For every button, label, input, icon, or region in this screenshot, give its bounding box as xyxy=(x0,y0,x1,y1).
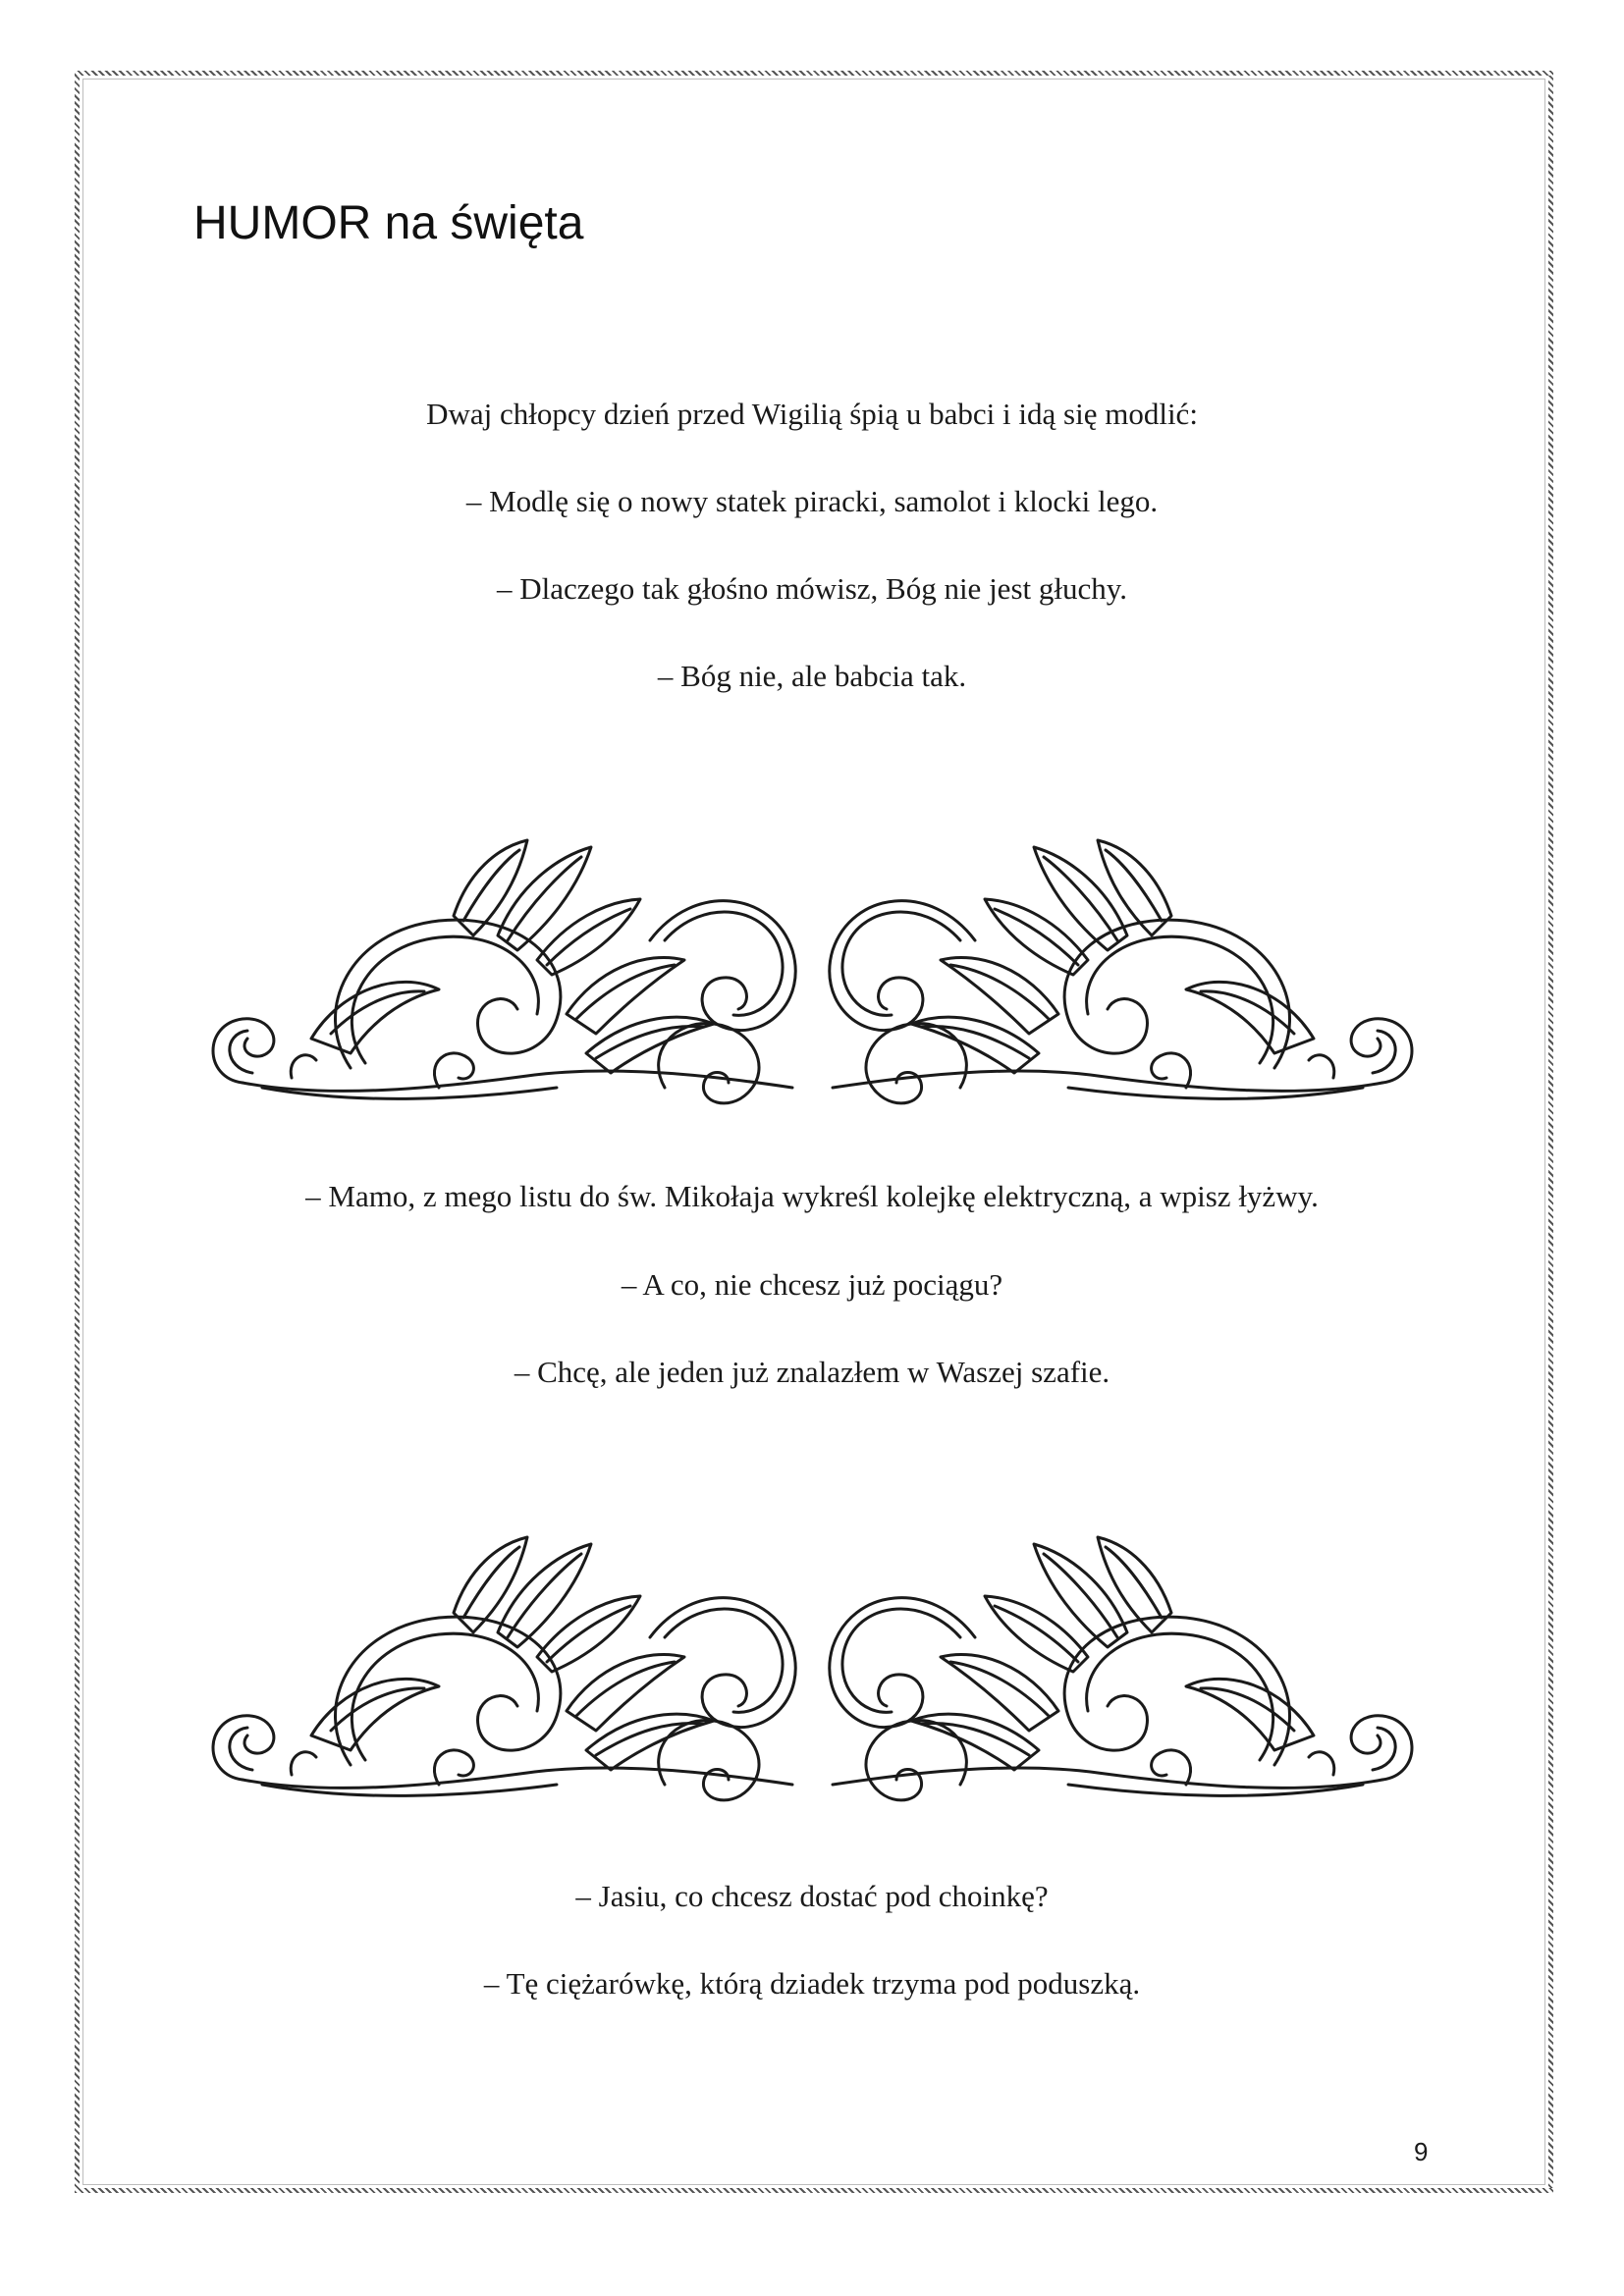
joke-2-line-3: – Chcę, ale jeden już znalazłem w Waszej szafie. xyxy=(514,1355,1110,1389)
joke-1-line-3: – Dlaczego tak głośno mówisz, Bóg nie jest głuchy. xyxy=(497,571,1127,606)
joke-1-line-1: Dwaj chłopcy dzień przed Wigilią śpią u babci i idą się modlić: xyxy=(426,397,1198,431)
floral-scroll-ornament-icon xyxy=(191,823,1434,1107)
joke-2-line-1: – Mamo, z mego listu do św. Mikołaja wykreśl kolejkę elektryczną, a wpisz łyżwy. xyxy=(305,1179,1319,1213)
joke-1-line-4: – Bóg nie, ale babcia tak. xyxy=(657,659,967,693)
joke-1-line-2: – Modlę się o nowy statek piracki, samolot i klocki lego. xyxy=(465,484,1159,518)
floral-scroll-ornament-icon xyxy=(191,1520,1434,1804)
joke-3-line-2: – Tę ciężarówkę, którą dziadek trzyma pod poduszką. xyxy=(483,1966,1141,2001)
joke-2-line-2: – A co, nie chcesz już pociągu? xyxy=(621,1267,1003,1302)
page-title: HUMOR na święta xyxy=(193,197,584,249)
joke-3-line-1: – Jasiu, co chcesz dostać pod choinkę? xyxy=(575,1879,1049,1913)
page-number: 9 xyxy=(1414,2137,1429,2166)
